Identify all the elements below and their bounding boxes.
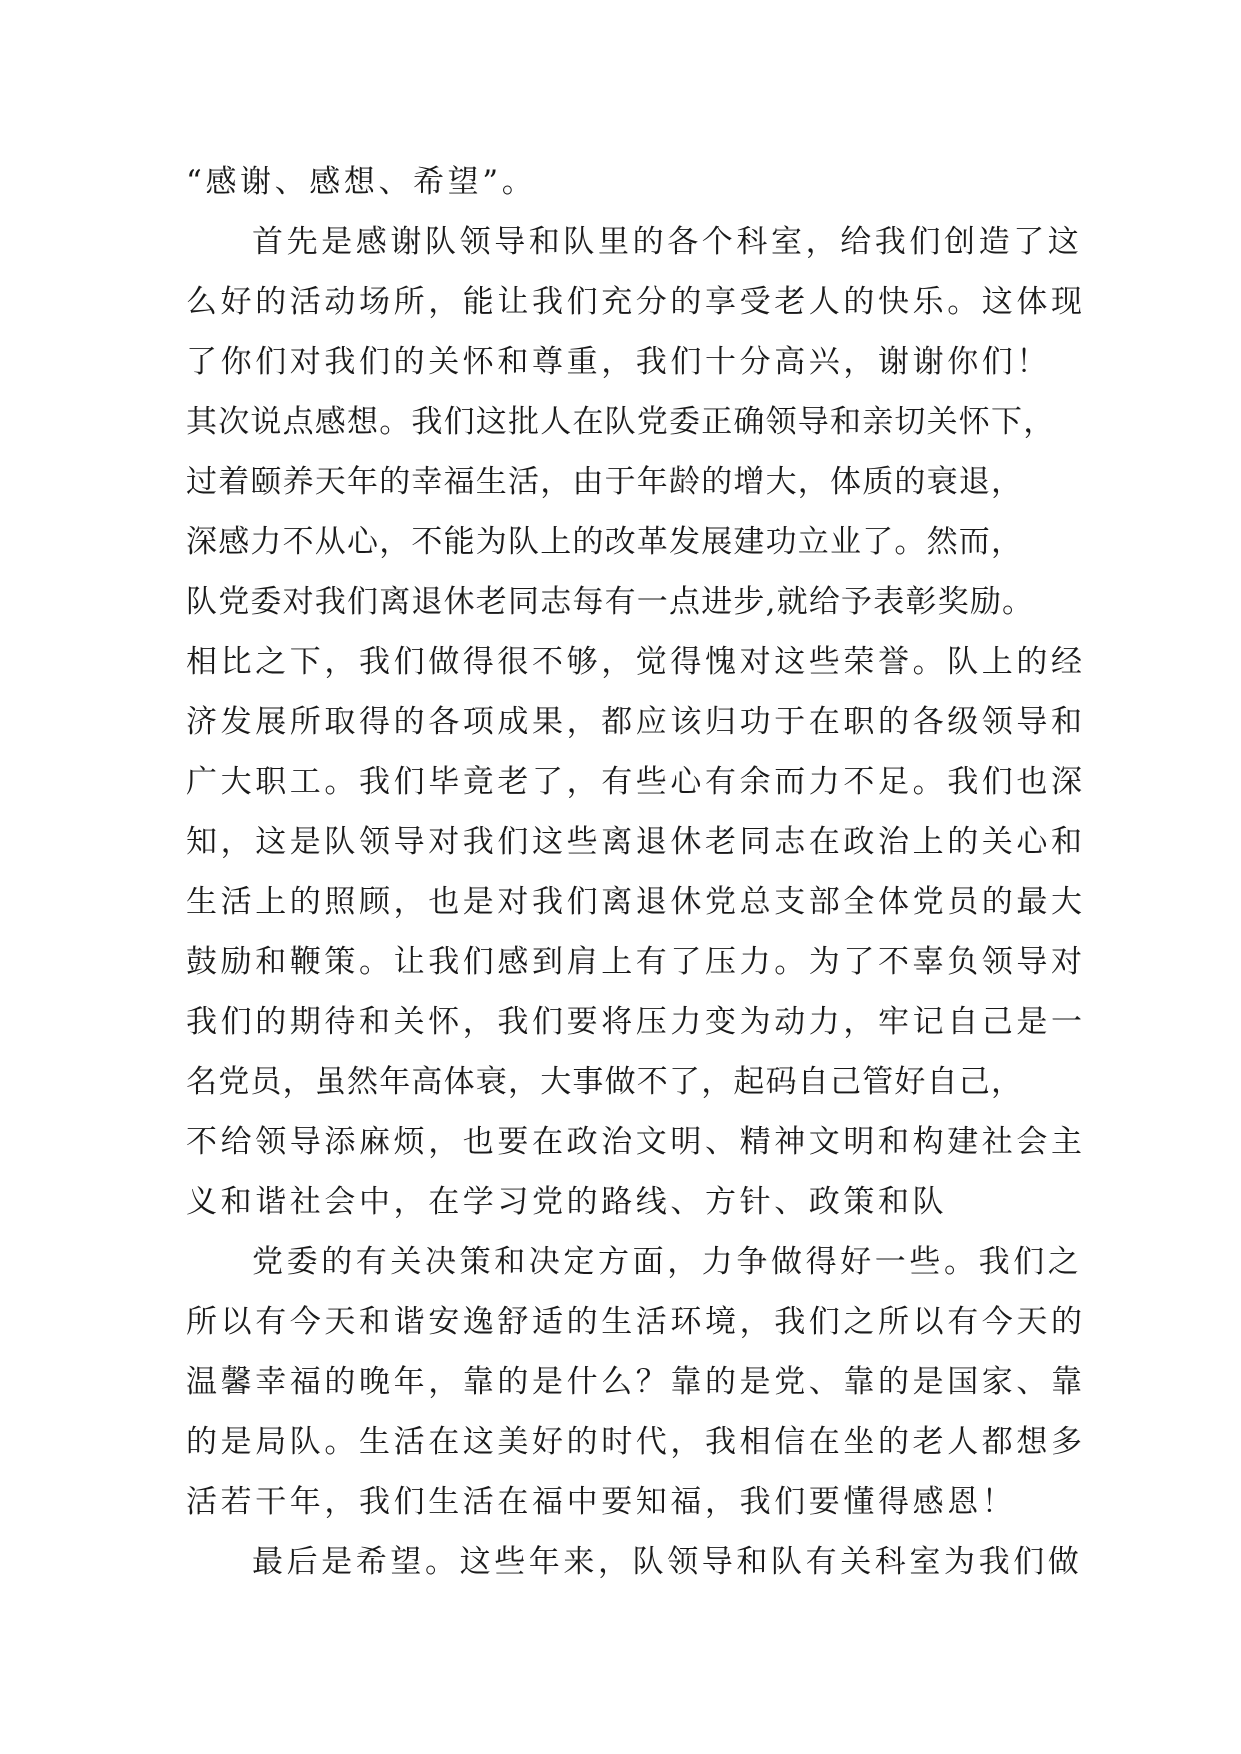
text-line-2: 首先是感谢队领导和队里的各个科室，给我们创造了这	[252, 224, 1083, 260]
text-line-4: 了你们对我们的关怀和尊重，我们十分高兴，谢谢你们！	[186, 344, 1051, 380]
text-line-6: 过着颐养天年的幸福生活，由于年龄的增大，体质的衰退，	[186, 464, 1024, 500]
text-line-3: 么好的活动场所，能让我们充分的享受老人的快乐。这体现	[186, 284, 1086, 320]
body-text	[186, 152, 1086, 1592]
text-line-9: 相比之下，我们做得很不够，觉得愧对这些荣誉。队上的经	[186, 644, 1086, 680]
text-line-19: 党委的有关决策和决定方面，力争做得好一些。我们之	[252, 1244, 1083, 1280]
text-line-12: 知，这是队领导对我们这些离退休老同志在政治上的关心和	[186, 824, 1086, 860]
text-line-18: 义和谐社会中，在学习党的路线、方针、政策和队	[186, 1184, 948, 1220]
text-line-24: 最后是希望。这些年来，队领导和队有关科室为我们做	[252, 1544, 1083, 1580]
text-line-10: 济发展所取得的各项成果，都应该归功于在职的各级领导和	[186, 704, 1086, 740]
text-line-1: “感谢、感想、希望”。	[186, 164, 537, 200]
text-line-17: 不给领导添麻烦，也要在政治文明、精神文明和构建社会主	[186, 1124, 1086, 1160]
text-line-14: 鼓励和鞭策。让我们感到肩上有了压力。为了不辜负领导对	[186, 944, 1086, 980]
text-line-13: 生活上的照顾，也是对我们离退休党总支部全体党员的最大	[186, 884, 1086, 920]
text-line-16: 名党员，虽然年高体衰，大事做不了，起码自己管好自己，	[186, 1064, 1024, 1100]
text-line-8: 队党委对我们离退休老同志每有一点进步,就给予表彰奖励。	[186, 584, 1035, 620]
text-line-11: 广大职工。我们毕竟老了，有些心有余而力不足。我们也深	[186, 764, 1086, 800]
text-line-7: 深感力不从心，不能为队上的改革发展建功立业了。然而，	[186, 524, 1024, 560]
text-line-23: 活若干年，我们生活在福中要知福，我们要懂得感恩！	[186, 1484, 1017, 1520]
text-line-15: 我们的期待和关怀，我们要将压力变为动力，牢记自己是一	[186, 1004, 1086, 1040]
text-line-5: 其次说点感想。我们这批人在队党委正确领导和亲切关怀下，	[186, 404, 1056, 440]
text-line-22: 的是局队。生活在这美好的时代，我相信在坐的老人都想多	[186, 1424, 1086, 1460]
text-line-20: 所以有今天和谐安逸舒适的生活环境，我们之所以有今天的	[186, 1304, 1086, 1340]
text-line-21: 温馨幸福的晚年，靠的是什么？靠的是党、靠的是国家、靠	[186, 1364, 1086, 1400]
